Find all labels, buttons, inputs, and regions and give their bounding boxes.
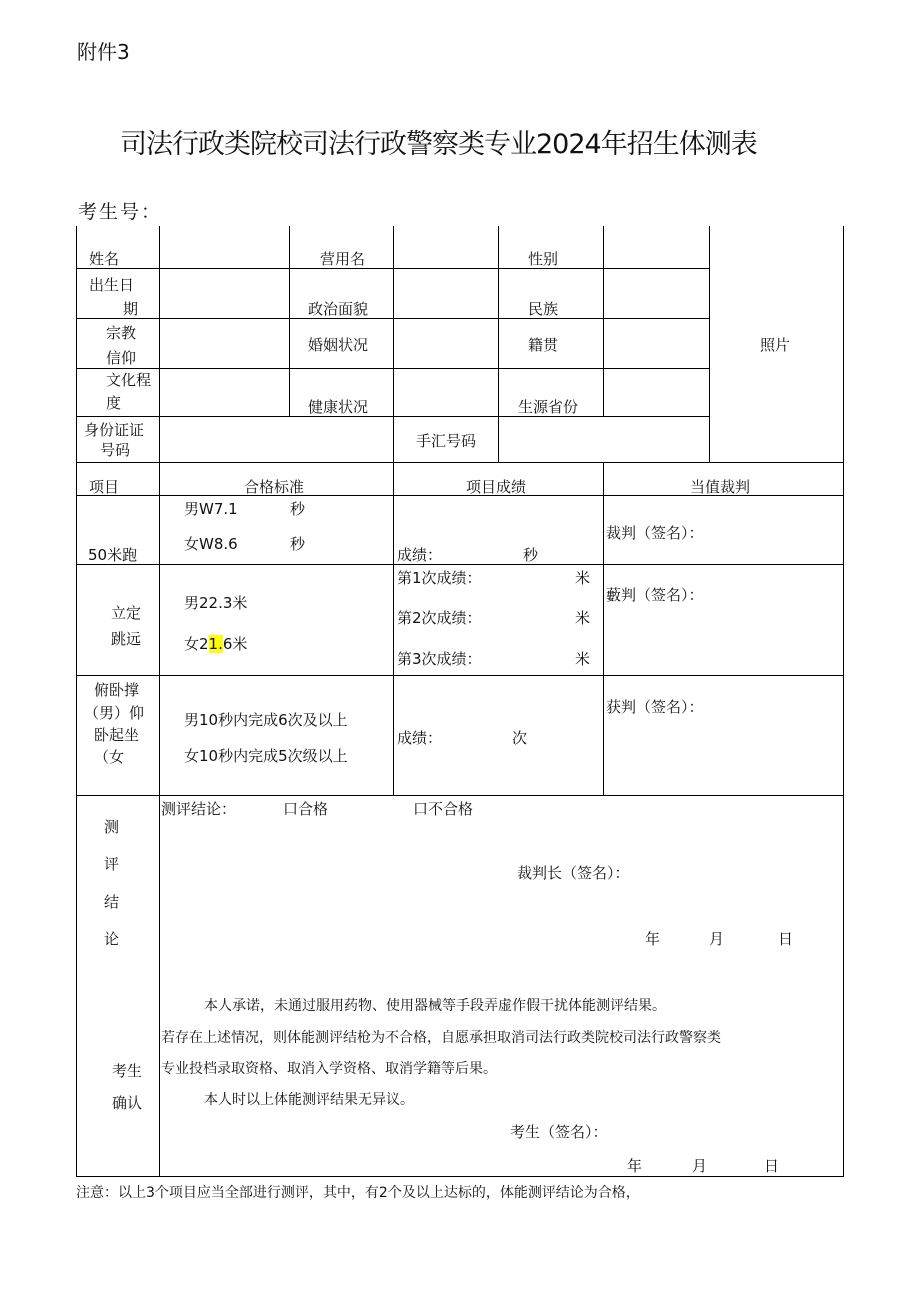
- confirm-month: 月: [692, 1157, 708, 1175]
- ethnicity-label: 民族: [528, 300, 559, 318]
- situp-item-name-line2: （男）仰: [84, 704, 145, 722]
- situp-item-name-line3: 卧起坐: [94, 726, 140, 744]
- native-place-label: 籍贯: [528, 336, 559, 354]
- marital-status-label: 婚姻状况: [308, 336, 369, 354]
- situp-result-unit: 次: [512, 729, 528, 747]
- run-result-unit: 秒: [523, 546, 539, 564]
- run-standard-female: 女W8.6: [184, 535, 238, 553]
- jump-standard-male: 男22.3米: [184, 594, 248, 612]
- footer-note: 注意：以上3个项目应当全部进行测评，其中，有2个及以上达标的，体能测评结论为合格，: [76, 1185, 640, 1201]
- confirm-pledge-line1: 本人承诺，未通过服用药物、使用器械等手段弄虚作假干扰体能测评结果。: [204, 998, 666, 1014]
- conclusion-label-char3: 结: [104, 893, 120, 911]
- attachment-label: 附件3: [77, 40, 130, 64]
- header-judge: 当值裁判: [690, 478, 751, 496]
- conclusion-label-char2: 评: [104, 855, 120, 873]
- confirm-year: 年: [627, 1157, 643, 1175]
- chief-judge-signature: 裁判长（签名）：: [517, 864, 630, 882]
- situp-item-name-line1: 俯卧撑: [94, 681, 140, 699]
- pass-checkbox[interactable]: 口合格: [283, 800, 329, 818]
- run-item-name: 50米跑: [88, 546, 138, 564]
- jump-try2-label: 第2次成绩：: [397, 609, 482, 627]
- conclusion-text: 测评结论：: [161, 800, 237, 818]
- jump-standard-female: 女21.6米: [184, 635, 248, 653]
- conclusion-day: 日: [778, 930, 794, 948]
- jump-try1-label: 第1次成绩：: [397, 569, 482, 587]
- run-judge-signature: 裁判（签名）：: [606, 524, 704, 542]
- confirm-label-line2: 确认: [112, 1094, 143, 1112]
- conclusion-year: 年: [645, 930, 661, 948]
- jump-try3-label: 第3次成绩：: [397, 650, 482, 668]
- religion-label-line2: 信仰: [106, 349, 137, 367]
- jump-item-name-line2: 跳远: [111, 630, 142, 648]
- jump-try3-unit: 米: [575, 650, 591, 668]
- conclusion-month: 月: [709, 930, 725, 948]
- conclusion-label-char4: 论: [104, 930, 120, 948]
- religion-label-line1: 宗教: [106, 324, 137, 342]
- run-standard-male-unit: 秒: [290, 500, 306, 518]
- confirm-pledge-line4: 本人时以上体能测评结果无异议。: [204, 1092, 414, 1108]
- confirm-day: 日: [764, 1157, 780, 1175]
- education-label-line2: 度: [106, 394, 122, 412]
- photo-label: 照片: [760, 336, 791, 354]
- birth-label-line1: 出生日: [89, 276, 135, 294]
- situp-standard-female: 女10秒内完成5次级以上: [184, 747, 348, 765]
- situp-standard-male: 男10秒内完成6次及以上: [184, 711, 348, 729]
- run-standard-male: 男W7.1: [184, 500, 238, 518]
- health-label: 健康状况: [308, 398, 369, 416]
- political-status-label: 政治面貌: [308, 300, 369, 318]
- confirm-label-line1: 考生: [112, 1062, 143, 1080]
- jump-try1-unit: 米: [575, 569, 591, 587]
- birth-label-line2: 期: [123, 300, 139, 318]
- header-item: 项目: [89, 478, 120, 496]
- id-number-label-line1: 身份证证: [84, 421, 145, 439]
- highlighted-text: 1.: [208, 635, 223, 653]
- run-result-label: 成绩：: [397, 546, 443, 564]
- exam-number-label: 考生号：: [78, 201, 163, 223]
- fail-checkbox[interactable]: 口不合格: [413, 800, 474, 818]
- situp-result-label: 成绩：: [397, 729, 443, 747]
- name-label: 姓名: [89, 250, 120, 268]
- header-standard: 合格标准: [244, 478, 305, 496]
- jump-judge-signature: 藪判（签名）：: [606, 586, 704, 604]
- situp-item-name-line4: （女: [94, 748, 125, 766]
- origin-province-label: 生源省份: [518, 398, 579, 416]
- page-title: 司法行政类院校司法行政警察类专业2024年招生体测表: [120, 129, 757, 160]
- jump-item-name-line1: 立定: [111, 604, 142, 622]
- confirm-pledge-line3: 专业投档录取资格、取消入学资格、取消学籍等后果。: [161, 1061, 497, 1077]
- run-standard-female-unit: 秒: [290, 535, 306, 553]
- phone-label: 手汇号码: [416, 432, 477, 450]
- id-number-label-line2: 号码: [100, 441, 131, 459]
- header-result: 项目成绩: [466, 478, 527, 496]
- jump-try2-unit: 米: [575, 609, 591, 627]
- education-label-line1: 文化程: [106, 371, 152, 389]
- situp-judge-signature: 获判（签名）：: [606, 698, 704, 716]
- conclusion-label-char1: 测: [104, 818, 120, 836]
- confirm-pledge-line2: 若存在上述情况，则体能测评结枪为不合格，自愿承担取消司法行政类院校司法行政警察类: [161, 1030, 721, 1046]
- candidate-signature: 考生（签名）：: [510, 1123, 608, 1141]
- gender-label: 性别: [528, 250, 559, 268]
- former-name-label: 营用名: [320, 250, 366, 268]
